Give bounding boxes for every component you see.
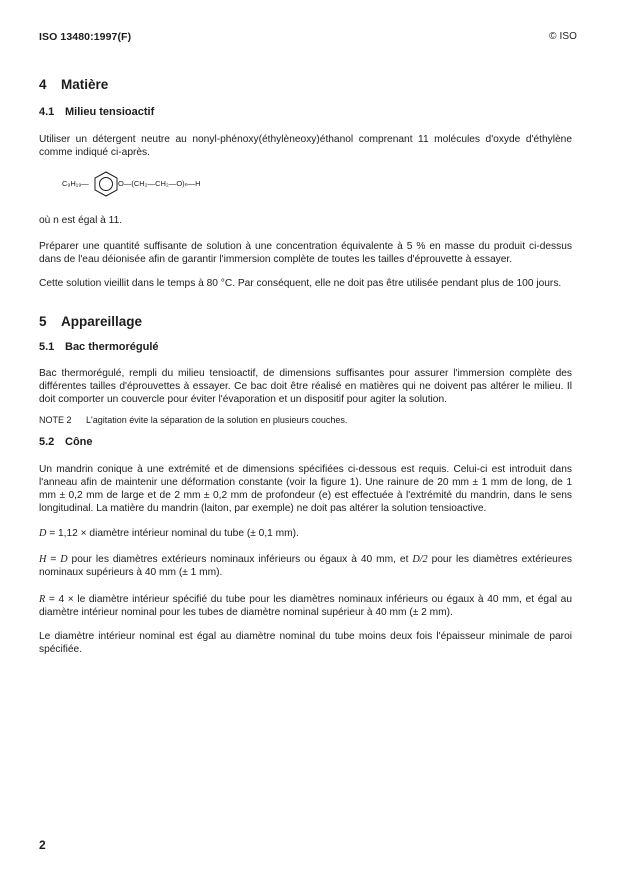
section-5-2-paragraph-last: Le diamètre intérieur nominal est égal au diamètre nominal du tube moins deux fois l'épaisseur minimale de paroi spécifiée. — [39, 631, 572, 655]
section-4-title: Matière — [61, 77, 109, 92]
structure-left-group: C₉H₁₉— — [62, 179, 89, 188]
formula-h-text-1: pour les diamètres extérieurs nominaux inférieurs ou égaux à 40 mm, et — [67, 554, 413, 565]
header-standard-id: ISO 13480:1997(F) — [39, 31, 132, 43]
section-5-1-paragraph: Bac thermorégulé, rempli du milieu tensioactif, de dimensions suffisantes pour assurer l'immersion complète des différentes tailles d'éprouvettes à essayer. Ce bac doit être réalisé en matières qui ne doivent pas altérer le milieu. Il doit comporter un couvercle pour éviter l'évaporation et un dispositif pour agiter la solution. — [39, 368, 572, 405]
section-4-1-title: Milieu tensioactif — [65, 106, 155, 118]
chemical-structure-diagram — [62, 171, 242, 197]
section-5-2-heading — [39, 436, 93, 448]
section-4-1-paragraph-3: Préparer une quantité suffisante de solution à une concentration équivalente à 5 % en masse du produit ci-dessus dans de l'eau déionisée afin de garantir l'immersion complète de toutes les tailles d'éprouvette à essayer. — [39, 241, 572, 265]
section-5-2-title: Cône — [65, 436, 93, 448]
formula-d-text: = 1,12 × diamètre intérieur nominal du tube (± 0,1 mm). — [46, 528, 299, 539]
section-5-1-number: 5.1 — [39, 341, 55, 353]
formula-h — [39, 553, 572, 579]
formula-h-text-2: pour les diamètres extérieures nominaux supérieurs à 40 mm (± 1 mm). — [39, 554, 573, 578]
var-h-d: D — [60, 554, 68, 565]
note-2 — [39, 415, 347, 425]
header-copyright: © ISO — [549, 31, 577, 42]
section-5-heading — [39, 314, 142, 329]
section-5-2-number: 5.2 — [39, 436, 55, 448]
formula-r — [39, 593, 572, 619]
formula-h-eq: = — [46, 554, 61, 565]
section-5-title: Appareillage — [61, 314, 143, 329]
page-number: 2 — [39, 838, 46, 852]
section-4-1-paragraph-2: où n est égal à 11. — [39, 215, 123, 226]
formula-d — [39, 528, 299, 539]
section-4-1-number: 4.1 — [39, 106, 55, 118]
structure-right-group: O—(CH₂—CH₂—O)ₙ—H — [118, 179, 201, 188]
var-d: D — [39, 528, 47, 539]
note-2-text: L'agitation évite la séparation de la solution en plusieurs couches. — [86, 415, 348, 425]
section-4-heading — [39, 77, 108, 92]
section-5-1-heading — [39, 341, 159, 353]
var-h: H — [39, 554, 47, 565]
section-5-2-paragraph-1: Un mandrin conique à une extrémité et de dimensions spécifiées ci-dessous est requis. Celui-ci est introduit dans l'anneau afin de maintenir une déformation constante (voir la figure 1). Une rainure de 20 mm ± 1 mm de long, de 1 mm ± 0,2 mm de large et de 2 mm ± 0,2 mm de profondeur (e) est effectuée à l'extrémité du mandrin, dans le sens longitudinal. La matière du mandrin (laiton, par exemple) ne doit pas altérer la solution tensioactive. — [39, 464, 572, 514]
section-4-1-paragraph-1: Utiliser un détergent neutre au nonyl-phénoxy(éthylèneoxy)éthanol comprenant 11 molécules d'oxyde d'éthylène comme indiqué ci-après. — [39, 134, 572, 158]
formula-r-text: = 4 × le diamètre intérieur spécifié du tube pour les diamètres nominaux inférieurs ou égaux à 40 mm, et égal au diamètre intérieur nominal pour les tubes de diamètre nominal supérieur à 40 mm (± 2 mm). — [39, 594, 572, 618]
section-4-number: 4 — [39, 77, 47, 92]
var-h-d2: D/2 — [412, 554, 428, 565]
benzene-ring-circle — [100, 178, 113, 191]
section-5-number: 5 — [39, 314, 47, 329]
var-r: R — [39, 594, 46, 605]
benzene-ring-hexagon — [95, 172, 117, 196]
section-4-1-paragraph-4: Cette solution vieillit dans le temps à 80 °C. Par conséquent, elle ne doit pas être utilisée pendant plus de 100 jours. — [39, 278, 562, 289]
section-5-1-title: Bac thermorégulé — [65, 341, 159, 353]
note-2-label: NOTE 2 — [39, 415, 72, 425]
section-4-1-heading — [39, 106, 154, 118]
